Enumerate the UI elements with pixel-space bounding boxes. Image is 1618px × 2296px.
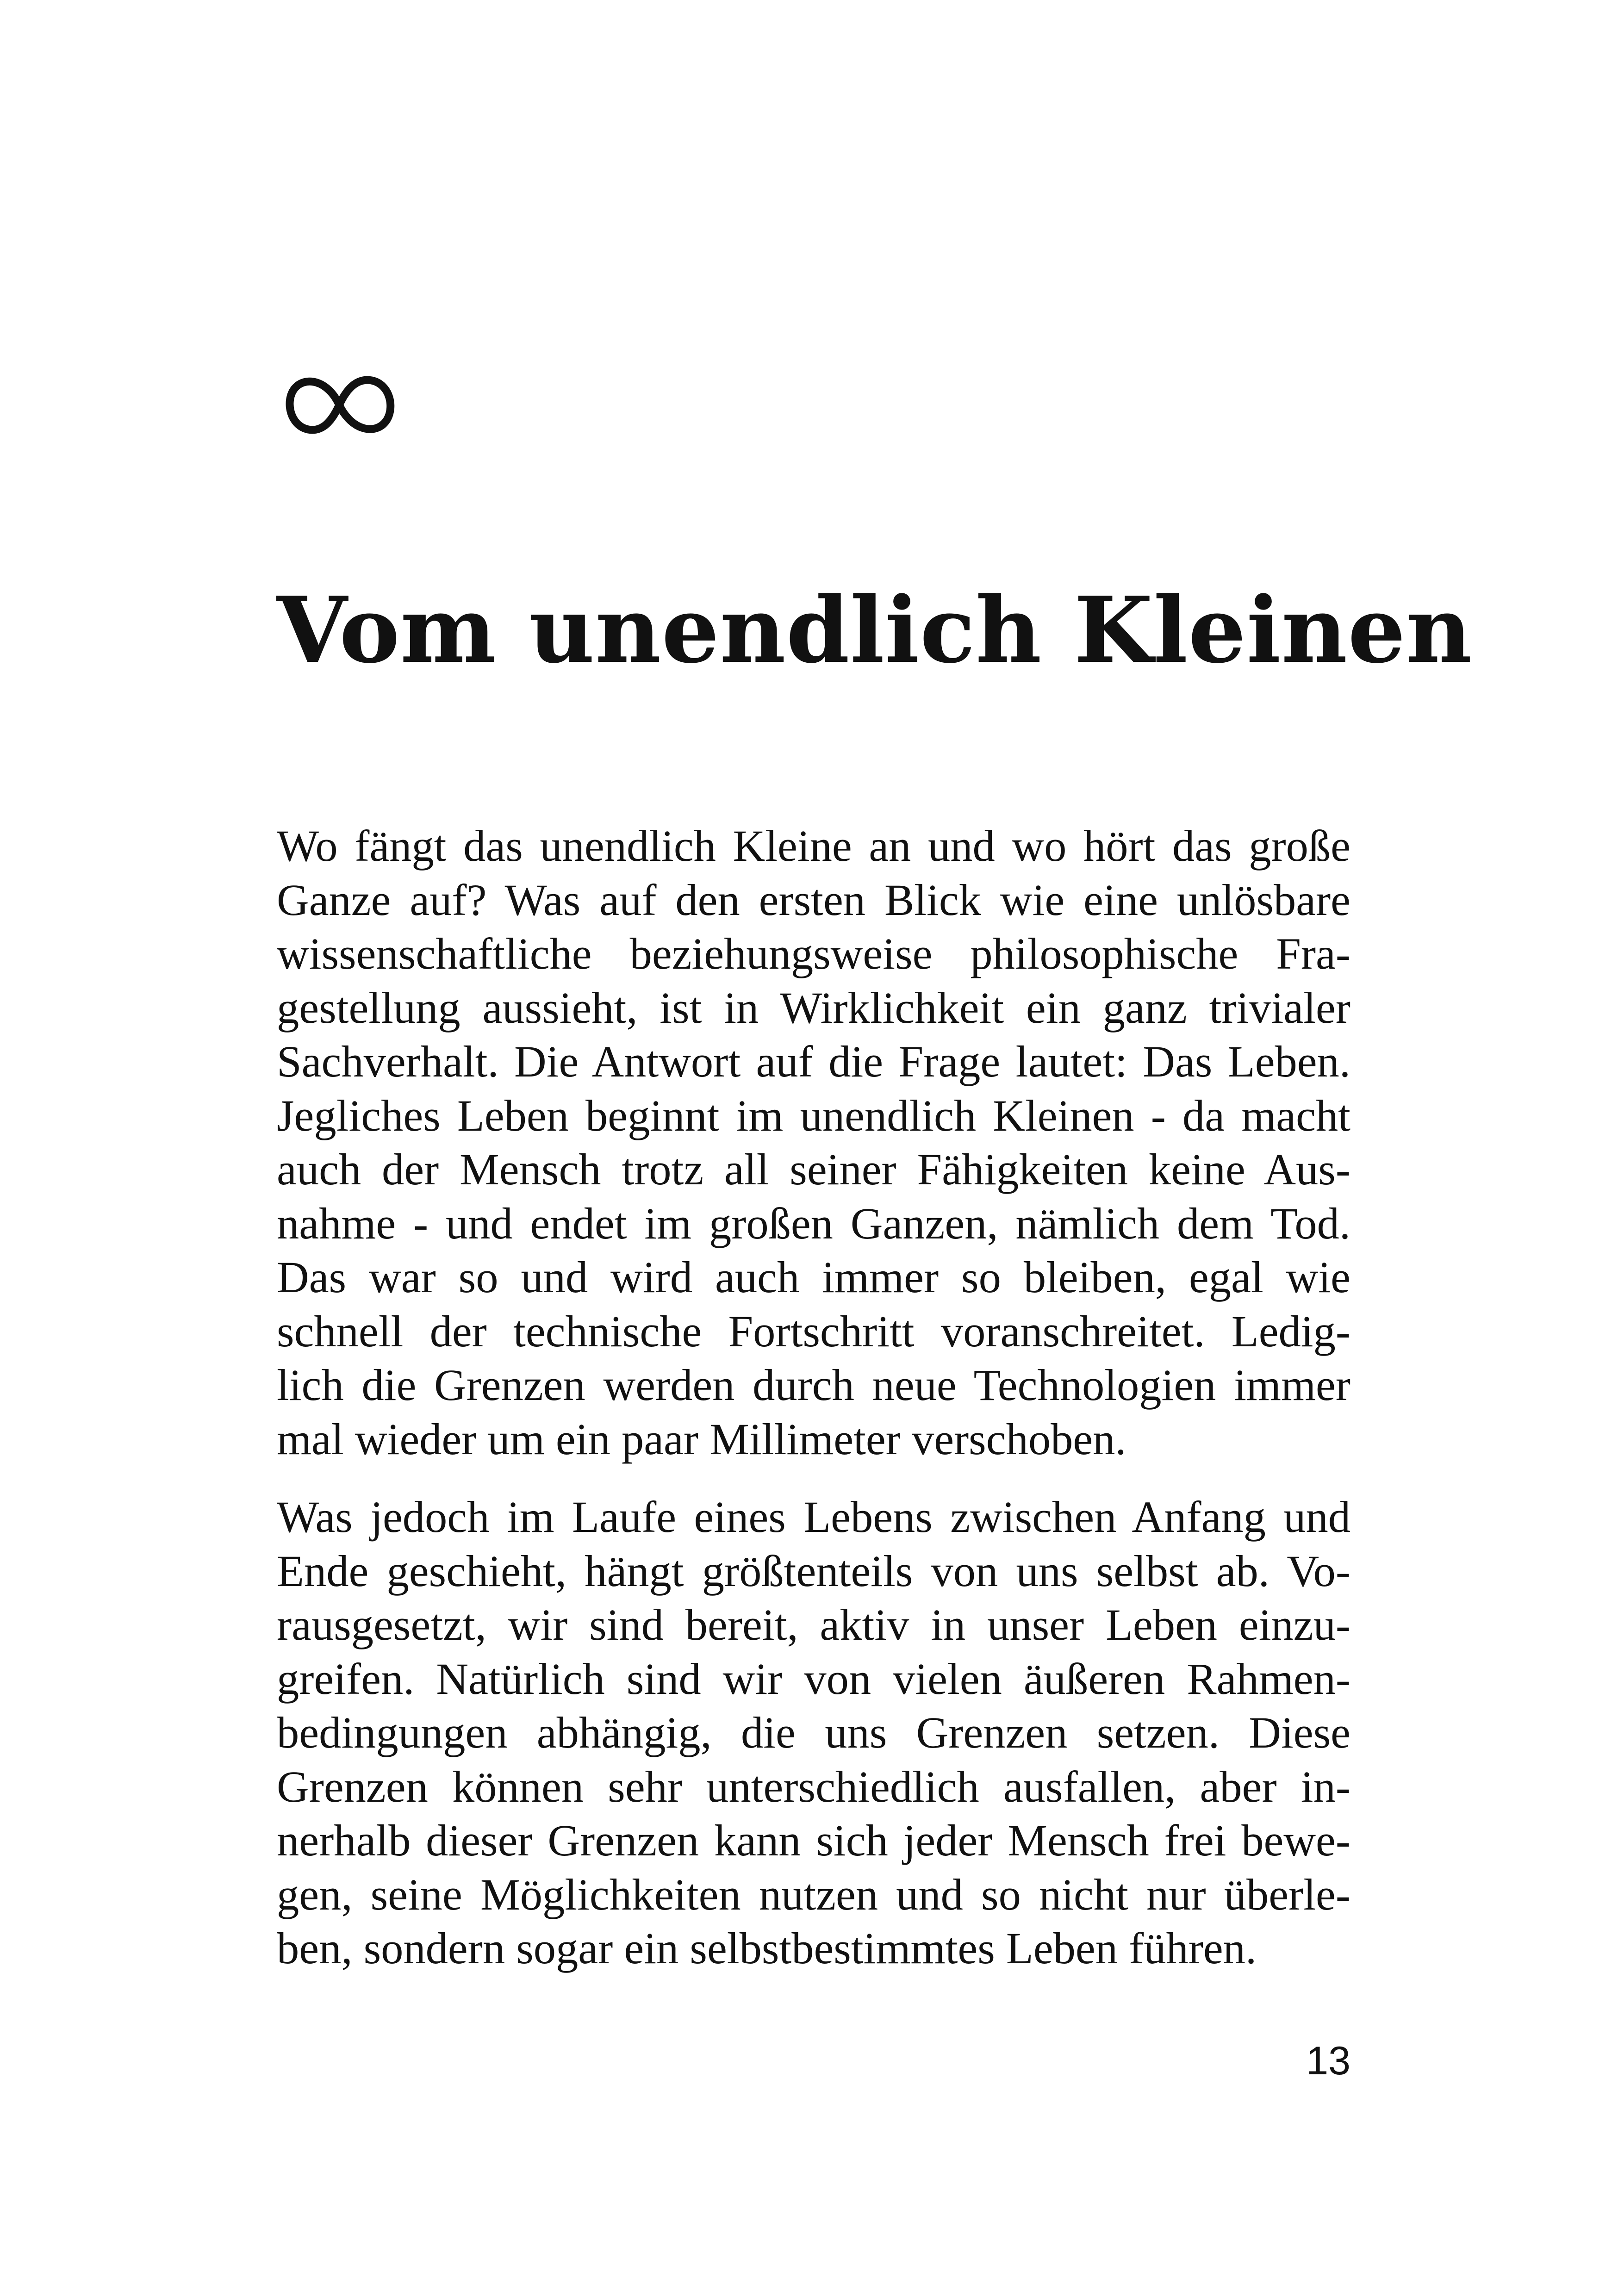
text-line: Das war so und wird auch immer so bleiben, egal wie [277,1252,1350,1302]
page-number: 13 [1306,2039,1350,2083]
text-line: nerhalb dieser Grenzen kann sich jeder Mensch frei bewe- [277,1816,1350,1865]
text-line: schnell der technische Fortschritt voranschreitet. Ledig- [277,1306,1350,1356]
text-line: auch der Mensch trotz all seiner Fähigkeiten keine Aus- [277,1145,1350,1194]
text-line: Was jedoch im Laufe eines Lebens zwischen Anfang und [277,1492,1350,1542]
text-line: rausgesetzt, wir sind bereit, aktiv in unser Leben einzu- [277,1600,1350,1649]
text-line: Ganze auf? Was auf den ersten Blick wie eine unlösbare [277,875,1350,925]
text-line: gestellung aussieht, ist in Wirklichkeit ein ganz trivialer [277,983,1350,1033]
text-line: bedingungen abhängig, die uns Grenzen setzen. Diese [277,1708,1350,1757]
text-line: Sachverhalt. Die Antwort auf die Frage lautet: Das Leben. [277,1037,1350,1086]
text-line: Jegliches Leben beginnt im unendlich Kleinen - da macht [277,1090,1350,1140]
chapter-title: Vom unendlich Kleinen [277,577,1473,684]
text-line: greifen. Natürlich sind wir von vielen äußeren Rahmen- [277,1654,1350,1704]
infinity-icon [277,370,402,440]
text-line: ben, sondern sogar ein selbstbestimmtes Leben führen. [277,1923,1257,1973]
text-line: nahme - und endet im großen Ganzen, nämlich dem Tod. [277,1198,1350,1248]
text-line: lich die Grenzen werden durch neue Technologien immer [277,1360,1350,1410]
paragraph-1 [277,819,1350,1466]
text-line: gen, seine Möglichkeiten nutzen und so nicht nur überle- [277,1869,1350,1919]
text-line: Grenzen können sehr unterschiedlich ausfallen, aber in- [277,1761,1350,1811]
text-line: mal wieder um ein paar Millimeter verschoben. [277,1414,1126,1464]
text-line: Ende geschieht, hängt größtenteils von uns selbst ab. Vo- [277,1546,1350,1596]
text-line: Wo fängt das unendlich Kleine an und wo hört das große [277,821,1350,871]
body-text [277,819,1350,1976]
text-line: wissenschaftliche beziehungsweise philosophische Fra- [277,929,1350,978]
paragraph-2 [277,1490,1350,1976]
